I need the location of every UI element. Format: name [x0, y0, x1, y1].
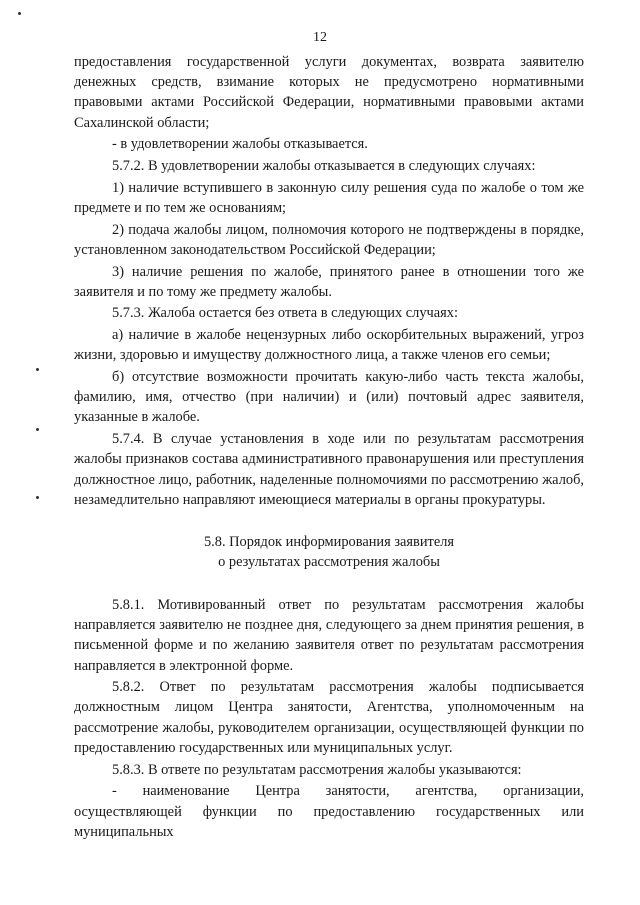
paragraph-p9: 5.7.4. В случае установления в ходе или по результатам рассмотрения жалобы признаков состава административного правонарушения или преступления должностное лицо, работник, наделенные полномочиями по рассмотрению жалоб, незамедлительно направляют имеющиеся материалы в органы прокуратуры.	[74, 431, 584, 508]
paragraph-q1: 5.8.2. Ответ по результатам рассмотрения жалобы подписывается должностным лицом Центра занятости, Агентства, уполномоченным на рассмотрение жалобы, руководителем организации, осуществляющей функции по предоставлению государственных или муниципальных услуг.	[74, 679, 584, 756]
paragraph-q2: 5.8.3. В ответе по результатам рассмотрения жалобы указываются:	[112, 761, 522, 778]
scan-speck	[36, 496, 39, 499]
scan-speck	[36, 428, 39, 431]
document-body	[74, 52, 584, 843]
heading-line-2: о результатах рассмотрения жалобы	[218, 554, 440, 571]
heading-line-1: 5.8. Порядок информирования заявителя	[203, 533, 455, 550]
section-heading-5-8	[74, 532, 584, 573]
paragraph-p4: 2) подача жалобы лицом, полномочия которого не подтверждены в порядке, установленном законодательством Российской Федерации;	[74, 221, 584, 258]
paragraph-q3: - наименование Центра занятости, агентства, организации, осуществляющей функции по предоставлению государственных или муниципальных	[74, 783, 584, 840]
paragraph-p6: 5.7.3. Жалоба остается без ответа в следующих случаях:	[112, 305, 458, 322]
scan-speck	[36, 368, 39, 371]
paragraph-q0: 5.8.1. Мотивированный ответ по результатам рассмотрения жалобы направляется заявителю не позднее дня, следующего за днем принятия решения, в письменной форме и по желанию заявителя ответ по результатам рассмотрения направляется в электронной форме.	[74, 596, 584, 674]
paragraph-p8: б) отсутствие возможности прочитать какую-либо часть текста жалобы, фамилию, имя, отчество (при наличии) и (или) почтовый адрес заявителя, указанные в жалобе.	[74, 369, 584, 426]
paragraph-p7: а) наличие в жалобе нецензурных либо оскорбительных выражений, угроз жизни, здоровью и имуществу должностного лица, а также членов его семьи;	[74, 327, 584, 364]
paragraph-p0: предоставления государственной услуги документах, возврата заявителю денежных средств, взимание которых не предусмотрено нормативными правовыми актами Российской Федерации, нормативными правовыми актами Сахалинской области;	[74, 54, 584, 131]
paragraph-p1: - в удовлетворении жалобы отказывается.	[112, 136, 368, 153]
section-5-7-text	[74, 52, 584, 510]
paragraph-p5: 3) наличие решения по жалобе, принятого ранее в отношении того же заявителя и по тому же предмету жалобы.	[74, 263, 584, 300]
paragraph-p2: 5.7.2. В удовлетворении жалобы отказывается в следующих случаях:	[112, 158, 536, 175]
section-5-8-text	[74, 595, 584, 842]
scan-speck	[18, 12, 21, 15]
paragraph-p3: 1) наличие вступившего в законную силу решения суда по жалобе о том же предмете и по тем же основаниям;	[74, 179, 584, 216]
page-number: 12	[313, 30, 327, 45]
